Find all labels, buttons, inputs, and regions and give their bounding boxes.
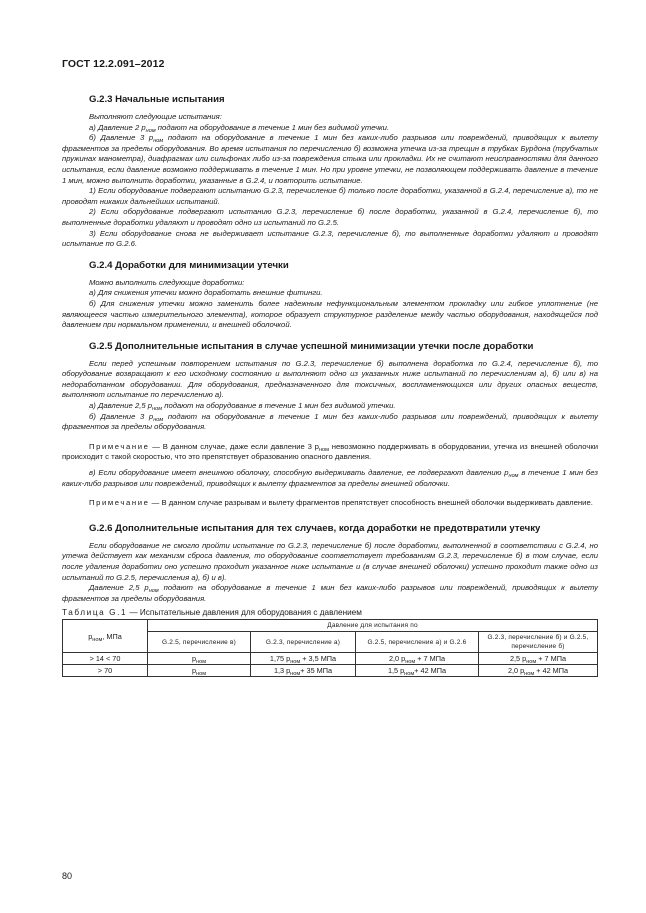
table-header-cell: Давление для испытания по [148,620,598,632]
table-cell: 1,5 $p_{ном}+ 42$ МПа [356,665,479,677]
table-header-cell: G.2.3, перечисление б) и G.2.5, перечисление б) [479,632,598,653]
note: Примечание — В данном случае, даже если давление 3 $p_{ном}$ невозможно поддерживать в оборудовании, утечка из внешней оболочки происходит с такой скоростью, что это препятствует образованию опасного давления. [62,441,598,462]
table-row [63,665,598,677]
document-header: ГОСТ 12.2.091–2012 [62,58,165,70]
document-page [62,58,598,677]
paragraph: 1) Если оборудование подвергают испытанию G.2.3, перечисление б) только после доработки, указанной в G.2.4, перечисление а), то не проводят никаких дальнейших испытаний. [62,186,598,206]
test-pressure-table [62,619,598,677]
table-caption: Таблица G.1 — Испытательные давления для оборудования с давлением [62,608,362,618]
paragraph: Выполняют следующие испытания: [89,112,222,121]
paragraph: б) Для снижения утечки можно заменить более надежным нефункциональным элементом прокладку или гибкое уплотнение (не являющееся частью измерительного элемента), которое образует структурное разделение между частью оборудования, находящейся под давлением при нормальном применении, и внешней оболочкой. [62,298,598,330]
note: Примечание — В данном случае разрывам и вылету фрагментов препятствует способность внешней оболочки выдерживать давление. [89,498,593,508]
table-header-cell: G.2.5, перечисление а) и G.2.6 [356,632,479,653]
paragraph: 3) Если оборудование снова не выдерживает испытание G.2.3, перечисление б), то выполненные доработки удаляют и проводят испытание по G.2.6. [62,228,598,249]
paragraph: б) Давление 3 $p_{ном}$ подают на оборудование в течение 1 мин без каких-либо разрывов или повреждений, приводящих к вылету фрагментов за пределы оборудования. [62,411,599,432]
page-number: 80 [62,871,73,881]
table-cell: 1,75 $p_{ном} + 3,5$ МПа [251,653,356,665]
paragraph: а) Для снижения утечки можно доработать внешние фитинги. [89,288,323,298]
paragraph: 2) Если оборудование подвергают испытанию G.2.3, перечисление б) после доработки, указанной в G.2.4, перечисление б), то выполненные доработки удаляют и проводят одно из испытаний по G.2.5. [62,207,598,227]
table-row [63,653,598,665]
table-cell: $p_{ном}$ [148,653,251,665]
table-cell: 2,0 $p_{ном} + 7$ МПа [356,653,479,665]
paragraph: Можно выполнить следующие доработки: [89,277,245,287]
table-header-cell: $p_{ном}$, МПа [63,620,148,653]
table-cell: 2,0 $p_{ном} + 42$ МПа [479,665,598,677]
section-heading-g25: G.2.5 Дополнительные испытания в случае успешной минимизации утечки после доработки [89,340,534,352]
table-cell: > 14 < 70 [63,653,148,665]
section-heading-g26: G.2.6 Дополнительные испытания для тех случаев, когда доработки не предотвратили утечку [89,522,541,534]
paragraph: Если оборудование не смогло пройти испытание по G.2.3, перечисление б) после доработки, выполненной в соответствии с G.2.4, но утечка действует как механизм сброса давления, то оборудование соответствует требованиям G.2.3, перечисление б) в том случае, если после удаления доработки оно успешно проходит указанное ниже испытание и (в случае внешней оболочки) успешно проходит также одно из испытаний по G.2.5, перечисления а), б) и в). [62,540,598,582]
paragraph: в) Если оборудование имеет внешнюю оболочку, способную выдерживать давление, ее подвергают давлению $p_{ном}$ в течение 1 мин без каких-либо разрывов или повреждений, приводящих к вылету фрагментов за пределы внешней оболочки. [62,468,598,488]
paragraph: Давление 2,5 $p_{ном}$ подают на оборудование в течение 1 мин без каких-либо разрывов или повреждений, приводящих к вылету фрагментов за пределы оборудования. [62,583,598,603]
table-cell: 1,3 $p_{ном}+ 35$ МПа [251,665,356,677]
table-header-cell: G.2.3, перечисление а) [251,632,356,653]
section-heading-g24: G.2.4 Доработки для минимизации утечки [89,259,289,271]
table-cell: > 70 [63,665,148,677]
paragraph: а) Давление 2,5 $p_{ном}$ подают на оборудование в течение 1 мин без видимой утечки. [89,401,396,413]
paragraph: а) Давление 2 $p_{ном}$ подают на оборудование в течение 1 мин без видимой утечки. [89,122,390,134]
table-cell: 2,5 $p_{ном} + 7$ МПа [479,653,598,665]
table-cell: $p_{ном}$ [148,665,251,677]
section-heading-g23: G.2.3 Начальные испытания [89,94,225,105]
paragraph: Если перед успешным повторением испытания по G.2.3, перечисление б) выполнена доработка по G.2.4, перечисление б), то оборудование возвращают к его исходному состоянию и выполняют одно из указанных ниже испытаний по перечислениям а), б) или в) на недоработанном оборудовании. Для оборудования, предназначенного для токсичных, воспламеняющихся или других опасных веществ, выполняют испытание по перечислению а). [62,358,598,400]
paragraph: б) Давление 3 $p_{ном}$ подают на оборудование в течение 1 мин без каких-либо разрывов или повреждений, приводящих к вылету фрагментов за пределы оборудования. Во время испытания по перечислению б) возможна утечка из-за трещин в трубках Бурдона (трубчатых пружинах манометра), диафрагмах или сильфонах либо из-за повреждения стыка или прокладки. Их не считают неисправностями для данного испытания, если давление возможно поддерживать в течение 1 мин. Но при уровне утечки, не позволяющем поддерживать давление в течение 1 мин, можно выполнить доработки, указанные в G.2.4, и повторить испытание. [62,133,599,185]
table-header-cell: G.2.5, перечисление в) [148,632,251,653]
